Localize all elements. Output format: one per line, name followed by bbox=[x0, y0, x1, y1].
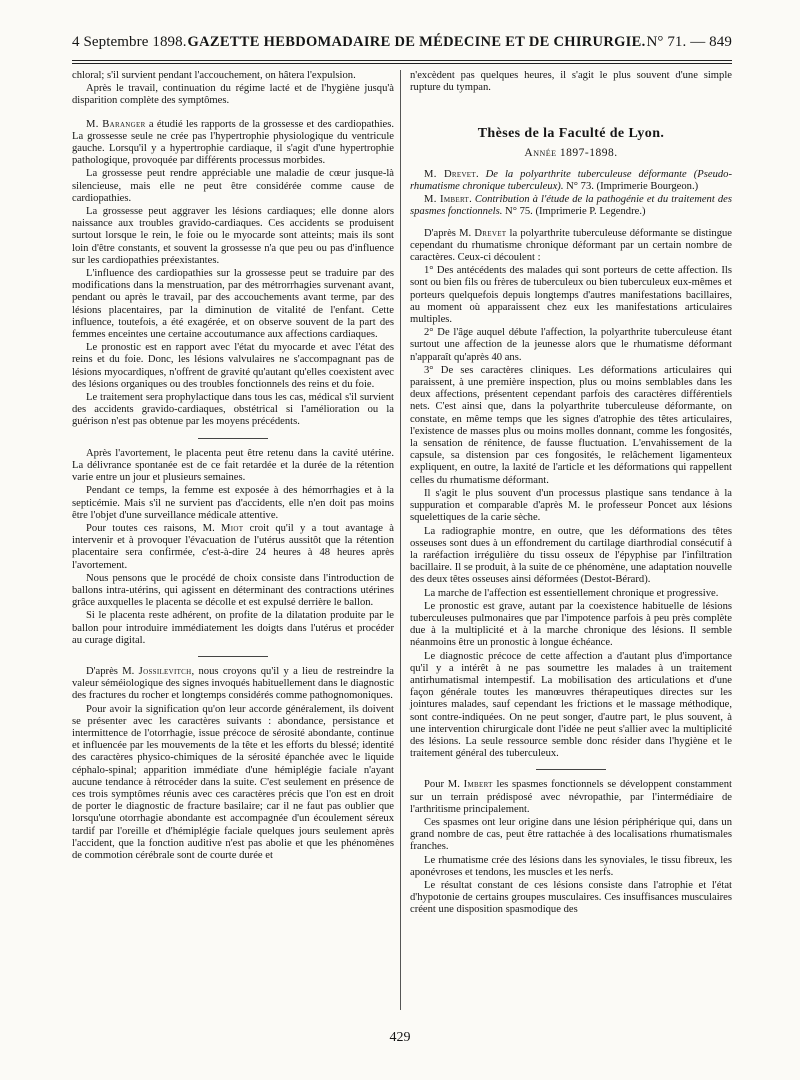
paragraph-text: les spasmes fonctionnels se développent constamment sur un terrain prédisposé avec névropathie, par l'intermédiaire de l'arthritisme principalement. bbox=[410, 779, 732, 815]
paragraph-text: aux lésions squelettiques de la carie sèche. bbox=[410, 500, 732, 524]
paragraph: Le résultat constant de ces lésions consiste dans l'atrophie et l'état d'hypotonie de certains groupes musculaires. Ces insuffisances musculaires créent une disposition spasmodique des bbox=[410, 879, 732, 916]
paragraph: La marche de l'affection est essentiellement chronique et progressive. bbox=[424, 587, 719, 599]
paragraph: 2° De l'âge auquel débute l'affection, la polyarthrite tuberculeuse étant surtout une affection de la jeunesse alors que le rhumatisme déformant n'apparaît qu'après 40 ans. bbox=[410, 327, 732, 363]
paragraph: Le pronostic est en rapport avec l'état du myocarde et avec l'état des reins et du foie. Donc, les lésions valvulaires ne s'accompagnant pas de lésions myocardiques, n'offrent de gravité qu'autant qu'elles coexistent avec des lésions organiques ou des troubles fonctionnels des reins et du foie. bbox=[72, 342, 394, 390]
section-separator bbox=[536, 769, 606, 770]
author-name: Poncet bbox=[647, 500, 677, 512]
thesis-entry: M. Drevet. De la polyarthrite tuberculeuse déformante (Pseudo-rhumatisme chronique tuberculeux). N° 73. (Imprimerie Bourgeon.) bbox=[410, 168, 732, 193]
paragraph-text: Il s'agit le plus souvent d'un processus plastique sans tendance à la suppuration et comparable d'après M. le professeur bbox=[410, 487, 732, 512]
author-name: M. Drevet bbox=[424, 168, 476, 180]
page-number: 429 bbox=[389, 1030, 411, 1045]
paragraph-text: D'après M. bbox=[86, 665, 139, 677]
paragraph-text: ). bbox=[644, 574, 651, 586]
author-name: Miot bbox=[221, 522, 244, 534]
page-header bbox=[72, 34, 732, 51]
thesis-title: De la polyarthrite tuberculeuse déformante (Pseudo-rhumatisme chronique tuberculeux). bbox=[410, 168, 732, 193]
column-divider bbox=[400, 70, 401, 1010]
paragraph-text: croit qu'il y a tout avantage à intervenir et à provoquer l'évacuation de l'utérus aussitôt que la rétention placentaire sera confirmée, c'est-à-dire 24 heures à 48 heures après l'avortement. bbox=[72, 522, 394, 571]
paragraph bbox=[410, 779, 732, 816]
paragraph: Le diagnostic précoce de cette affection a d'autant plus d'importance qu'il y a intérêt à ne pas soumettre les malades à un traitement antirhumatismal intempestif. La mobilisation des articulations et d'une façon générale toutes les manœuvres thérapeutiques directes sur les jointures malades, sauf cependant les frictions et le massage méthodique, sont contre-indiquées. On ne peut songer, d'autre part, le plus souvent, à une intervention chirurgicale dont l'idée ne peut s'allier avec la multiplicité des lésions. La seule ressource semble donc résider dans l'hygiène et le traitement général des tuberculeux. bbox=[410, 650, 732, 760]
paragraph-text: Pour toutes ces raisons, M. bbox=[86, 522, 222, 534]
thesis-entry: M. Imbert. Contribution à l'étude de la pathogénie et du traitement des spasmes fonctionnels. N° 75. (Imprimerie P. Legendre.) bbox=[410, 194, 732, 218]
author-name: M. Imbert bbox=[424, 194, 470, 206]
paragraph: Le rhumatisme crée des lésions dans les synoviales, le tissu fibreux, les aponévroses et tendons, les muscles et les nerfs. bbox=[410, 854, 732, 878]
paragraph bbox=[72, 119, 394, 168]
section-year: Année 1897-1898. bbox=[524, 146, 618, 159]
paragraph: Pour avoir la signification qu'on leur accorde généralement, ils doivent se présenter avec les caractères suivants : abondance, persistance et intermittence de l'otorrhagie, issue précoce de sérosité abondante, continue et influencée par les mouvements de la tête et les efforts du blessé; identité des caractères physico-chimiques de la sérosité épanchée avec le liquide céphalo-spinal; apparition immédiate d'une hémiplégie faciale n'ayant aucune tendance à rétrocéder dans la suite. C'est seulement en présence de ces trois symptômes réunis avec ces caractères précis que l'on est en droit de porter le diagnostic de fracture basilaire; car il ne faut pas oublier que lorsqu'une otorrhagie abondante est accompagnée d'un écoulement séreux tardif par l'oreille et d'hémiplégie faciale quelques jours seulement après l'accident, que la fonction auditive n'est pas abolie et que les phénomènes de commotion cérébrale sont de courte durée et bbox=[72, 703, 394, 861]
author-name: Drevet bbox=[474, 227, 507, 239]
paragraph: Ces spasmes ont leur origine dans une lésion périphérique qui, dans un grand nombre de cas, peut être rattachée à des localisations rhumatismales franches. bbox=[410, 816, 732, 853]
paragraph-text: la polyarthrite tuberculeuse déformante se distingue cependant du rhumatisme chronique déformant par un certain nombre de caractères. Ceux-ci découlent : bbox=[410, 227, 732, 264]
paragraph: Après le travail, continuation du régime lacté et de l'hygiène jusqu'à disparition complète des symptômes. bbox=[72, 83, 394, 107]
spacer bbox=[72, 109, 394, 119]
paragraph bbox=[72, 666, 394, 703]
header-rule-top bbox=[72, 60, 732, 61]
paragraph-text: , nous croyons qu'il y a lieu de restreindre la valeur séméiologique des signes invoqués habituellement dans le diagnostic des fractures du rocher et longtemps considérés comme pathognomoniques. bbox=[72, 665, 395, 702]
issue-number: N° 71. — 849 bbox=[646, 34, 732, 50]
paragraph: La grossesse peut rendre appréciable une maladie de cœur jusque-là silencieuse, mais elle ne peut être considérée comme cause de cardiopathies. bbox=[72, 168, 394, 204]
paragraph: chloral; s'il survient pendant l'accouchement, on hâtera l'expulsion. bbox=[72, 70, 356, 81]
paragraph: Pendant ce temps, la femme est exposée à des hémorrhagies et à la septicémie. Mais s'il ne survient pas d'accidents, elle n'en doit pas moins être l'objet d'une surveillance médicale attentive. bbox=[72, 485, 394, 521]
header-rule-bottom bbox=[72, 63, 732, 64]
paragraph: 1° Des antécédents des malades qui sont porteurs de cette affection. Ils sont ou bien fils ou frères de tuberculeux ou bien tuberculeux eux-mêmes et porteurs quelquefois depuis longtemps d'autres manifestations bacillaires, au moment où apparaissent chez eux les manifestations articulaires multiples. bbox=[410, 265, 732, 326]
paragraph: Le pronostic est grave, autant par la coexistence habituelle de lésions tuberculeuses pulmonaires que par l'impotence parfois à peu près complète due à la multiplicité et à la marche chronique des lésions. Il semble néanmoins être un pronostic à longue échéance. bbox=[410, 600, 732, 649]
author-name: Imbert bbox=[463, 779, 493, 791]
paragraph: L'influence des cardiopathies sur la grossesse peut se traduire par des modifications dans la menstruation, par des métrorrhagies survenant avant, pendant ou après le travail, par des accouchements avant terme, par des lésions placentaires, par la diminution de vitalité de l'enfant. Cette influence, toutefois, a été exagérée, et on observe souvent de la part des femmes enceintes une certaine accoutumance aux affections cardiaques. bbox=[72, 268, 394, 341]
paragraph: La grossesse peut aggraver les lésions cardiaques; elle donne alors naissance aux troubles gravido-cardiaques. Ces accidents se produisent surtout lorsque le rein, le foie ou le myocarde sont atteints; mais ils sont loin d'être constants, et souvent la grossesse n'a que peu ou pas d'influence sur les cardiopathies préexistantes. bbox=[72, 206, 394, 266]
section-separator bbox=[198, 656, 268, 657]
section-title: Thèses de la Faculté de Lyon. bbox=[477, 126, 665, 142]
left-column bbox=[72, 70, 394, 863]
paragraph-text: La radiographie montre, en outre, que les déformations des têtes osseuses sont dues à un effondrement du cartilage diarthrodial consécutif à la raréfaction irrégulière du tissu osseux de l'épyphise par l'infiltration bacillaire. Il se produit, à la suite de ce phénomène, une adaptation nouvelle des deux têtes osseuses ainsi déformées ( bbox=[410, 525, 732, 586]
thesis-title: Contribution à l'étude de la pathogénie et du traitement des spasmes fonctionnels. bbox=[410, 194, 732, 218]
paragraph: 3° De ses caractères cliniques. Les déformations articulaires qui paraissent, à une première inspection, plus ou moins semblables dans les deux affections, présentent cependant parfois des caractères différentiels nets. C'est ainsi que, dans la polyarthrite tuberculeuse déformante, on constate, en même temps que les signes d'atrophie des têtes articulaires, l'existence de masses plus ou moins molles donnant, comme les fongosités, la sensation de rénitence, de fausse fluctuation. L'envahissement de la capsule, sa distension par ces fongosités, le relâchement ligamenteux expliquent, en outre, la laxité de l'article et les déformations qui rappellent celles du rhumatisme déformant. bbox=[410, 364, 732, 486]
paragraph: Le traitement sera prophylactique dans tous les cas, médical s'il survient des accidents gravido-cardiaques, obstétrical si l'amélioration ou la guérison n'est pas obtenue par les moyens précédents. bbox=[72, 392, 394, 428]
paragraph: Si le placenta reste adhérent, on profite de la dilatation produite par le ballon pour introduire immédiatement les doigts dans l'utérus et procéder au curage digital. bbox=[72, 610, 394, 646]
paragraph-text: D'après M. bbox=[424, 227, 475, 239]
paragraph bbox=[410, 228, 732, 265]
paragraph bbox=[72, 523, 394, 572]
paragraph bbox=[410, 488, 732, 525]
thesis-publisher: N° 73. (Imprimerie Bourgeon.) bbox=[563, 181, 699, 193]
paragraph: Après l'avortement, le placenta peut être retenu dans la cavité utérine. La délivrance spontanée est de ce fait retardée et la durée de la rétention varie entre un jour et plusieurs semaines. bbox=[72, 447, 394, 484]
paragraph: Nous pensons que le procédé de choix consiste dans l'introduction de ballons intra-utérins, qui agissent en déterminant des contractions utérines grâce auxquelles le placenta se décolle et est expulsé derrière le ballon. bbox=[72, 572, 394, 609]
paragraph: n'excèdent pas quelques heures, il s'agit le plus souvent d'une simple rupture du tympan. bbox=[410, 70, 732, 94]
paragraph bbox=[410, 526, 732, 587]
author-name: Jossilevitch bbox=[138, 665, 192, 677]
right-column bbox=[410, 70, 732, 918]
author-name: Destot-Bérard bbox=[584, 574, 645, 586]
author-name: M. Baranger bbox=[86, 118, 146, 130]
paragraph-text: Pour M. bbox=[424, 779, 464, 791]
spacer bbox=[410, 220, 732, 228]
section-separator bbox=[198, 438, 268, 439]
thesis-publisher: N° 75. (Imprimerie P. Legendre.) bbox=[502, 206, 646, 218]
issue-date: 4 Septembre 1898. bbox=[72, 34, 187, 50]
paragraph-text: a étudié les rapports de la grossesse et des cardiopathies. La grossesse seule ne crée pas l'hypertrophie physiologique du ventricule gauche. Lorsqu'il y a hypertrophie cardiaque, il s'agit d'une hypertrophie pathologique, provoquée par différents processus morbides. bbox=[72, 118, 395, 167]
journal-title: GAZETTE HEBDOMADAIRE DE MÉDECINE ET DE CHIRURGIE. bbox=[187, 34, 646, 50]
